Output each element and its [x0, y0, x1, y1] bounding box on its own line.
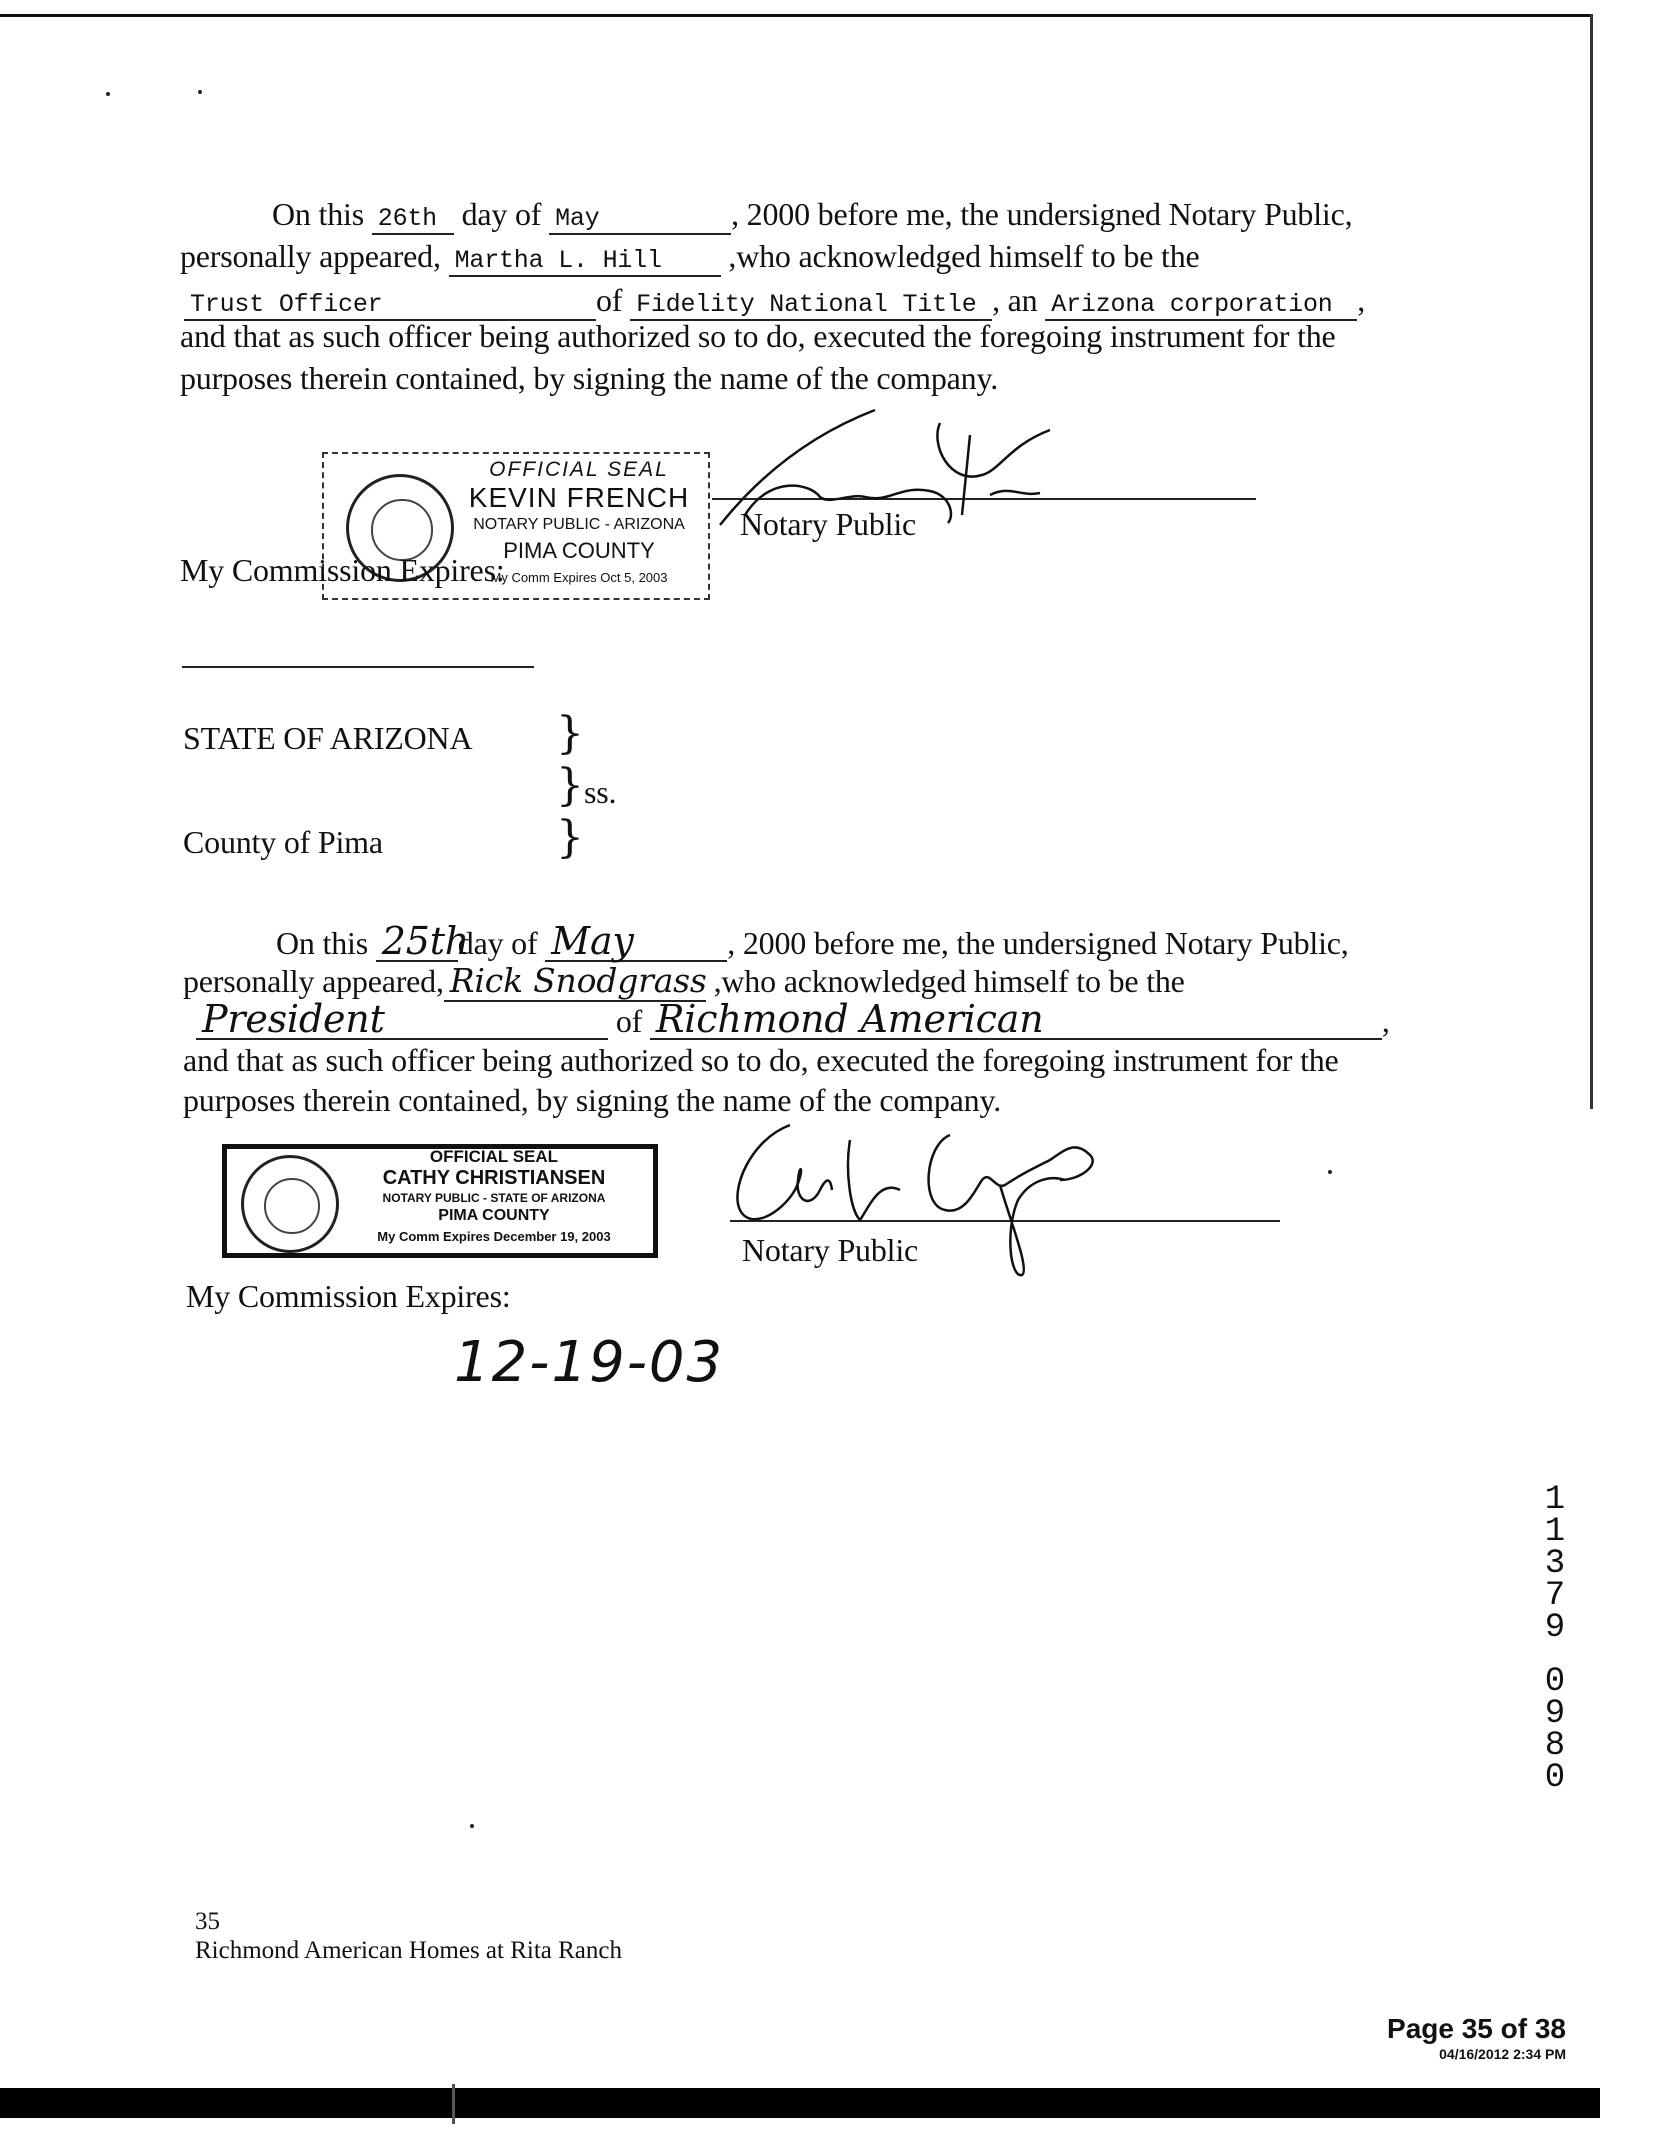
ack1-text: of: [596, 282, 623, 318]
commission1-label: My Commission Expires:: [180, 552, 505, 588]
ack2-line4: and that as such officer being authorized so to do, executed the foregoing instrument for the: [183, 1042, 1339, 1078]
scan-bottom-bar: [0, 2088, 1600, 2118]
ack1-line2: [180, 238, 1200, 277]
seal1-county: PIMA COUNTY: [503, 538, 655, 563]
ack2-title-field: President: [196, 1000, 608, 1040]
seal2-header: OFFICIAL SEAL: [429, 1147, 559, 1166]
ack1-company-type-field: Arizona corporation: [1045, 291, 1357, 321]
margin-stamp-digit: 0: [1544, 1663, 1566, 1701]
ack2-text: , 2000 before me, the undersigned Notary Public,: [727, 925, 1349, 961]
page-border-right: [1590, 14, 1593, 1109]
ack1-line1: [272, 196, 1352, 235]
seal2-name: CATHY CHRISTIANSEN: [382, 1167, 606, 1189]
margin-stamp-digit: 0: [1544, 1759, 1566, 1797]
venue-state: STATE OF ARIZONA: [183, 720, 473, 756]
margin-stamp-digit: 1: [1544, 1513, 1566, 1551]
ack1-name-field: Martha L. Hill: [449, 247, 721, 277]
print-timestamp: 04/16/2012 2:34 PM: [1439, 2046, 1566, 2062]
ack1-text: ,who acknowledged himself to be the: [728, 238, 1200, 274]
ack1-text: , an: [992, 282, 1038, 318]
venue-brace: }: [556, 708, 584, 759]
ack2-day-field: 25th: [376, 922, 458, 962]
venue-brace: }: [556, 760, 584, 811]
commission1-date-line: [182, 666, 534, 668]
seal1-name: KEVIN FRENCH: [468, 482, 690, 513]
ack1-text: , 2000 before me, the undersigned Notary Public,: [731, 196, 1353, 232]
ack2-text: ,: [1381, 1003, 1390, 1039]
ack2-month-field: May: [545, 922, 727, 962]
seal2-county: PIMA COUNTY: [438, 1207, 550, 1224]
seal2-expires: My Comm Expires December 19, 2003: [377, 1229, 611, 1244]
ack1-title-field: Trust Officer: [184, 291, 596, 321]
ack2-text: ,who acknowledged himself to be the: [713, 963, 1185, 999]
ack1-line4: and that as such officer being authorized so to do, executed the foregoing instrument for the: [180, 318, 1336, 354]
ack1-line5: purposes therein contained, by signing the name of the company.: [180, 360, 998, 396]
ack2-text: day of: [457, 925, 538, 961]
ack2-line3: [196, 997, 1390, 1041]
notary1-label: Notary Public: [740, 506, 917, 542]
ack1-text: ,: [1357, 282, 1366, 318]
ack2-name-field: Rick Snodgrass: [444, 962, 706, 1002]
footer-project-name: Richmond American Homes at Rita Ranch: [195, 1937, 622, 1964]
ack1-text: On this: [272, 196, 364, 232]
seal1-header: OFFICIAL SEAL: [489, 458, 669, 481]
ack2-text: On this: [276, 925, 368, 961]
ack1-company-field: Fidelity National Title: [630, 291, 992, 321]
ack2-line5: purposes therein contained, by signing the name of the company.: [183, 1082, 1001, 1118]
ack2-company-field: Richmond American: [650, 1000, 1382, 1040]
venue-brace: }: [556, 812, 584, 863]
ack2-text: of: [615, 1003, 643, 1039]
ack2-text: personally appeared,: [183, 963, 444, 999]
scan-speck: [470, 1824, 474, 1828]
ack1-month-field: May: [549, 205, 731, 235]
margin-stamp-digit: 3: [1544, 1545, 1566, 1583]
ack1-text: personally appeared,: [180, 238, 441, 274]
ack2-line1: [276, 919, 1349, 963]
venue-county: County of Pima: [183, 824, 383, 860]
margin-stamp-digit: 8: [1544, 1727, 1566, 1765]
footer-page-number: 35: [195, 1908, 220, 1935]
arizona-seal-emblem-icon: [241, 1155, 339, 1253]
notary2-label: Notary Public: [742, 1232, 919, 1268]
margin-stamp-digit: 9: [1544, 1695, 1566, 1733]
ack1-day-field: 26th: [372, 205, 454, 235]
seal1-expires: My Comm Expires Oct 5, 2003: [490, 570, 668, 585]
commission2-date: 12-19-03: [454, 1330, 725, 1395]
scan-speck: [1328, 1170, 1332, 1174]
seal2-role: NOTARY PUBLIC - STATE OF ARIZONA: [382, 1191, 606, 1205]
venue-ss: ss.: [584, 774, 617, 810]
seal1-role: NOTARY PUBLIC - ARIZONA: [473, 516, 685, 533]
scan-bottom-tick: [452, 2084, 455, 2124]
ack1-line3: [184, 282, 1365, 321]
ack2-line2: [183, 962, 1185, 1002]
ack1-text: day of: [461, 196, 542, 232]
commission2-label: My Commission Expires:: [186, 1278, 511, 1314]
scan-speck: [198, 90, 202, 94]
margin-stamp-digit: 9: [1544, 1609, 1566, 1647]
page-indicator: Page 35 of 38: [1387, 2013, 1566, 2044]
notary-seal-cathy-christiansen: [222, 1144, 658, 1258]
page-border-top: [0, 14, 1592, 17]
margin-stamp-digit: 7: [1544, 1577, 1566, 1615]
margin-stamp-digit: 1: [1544, 1481, 1566, 1519]
scan-speck: [106, 92, 110, 96]
